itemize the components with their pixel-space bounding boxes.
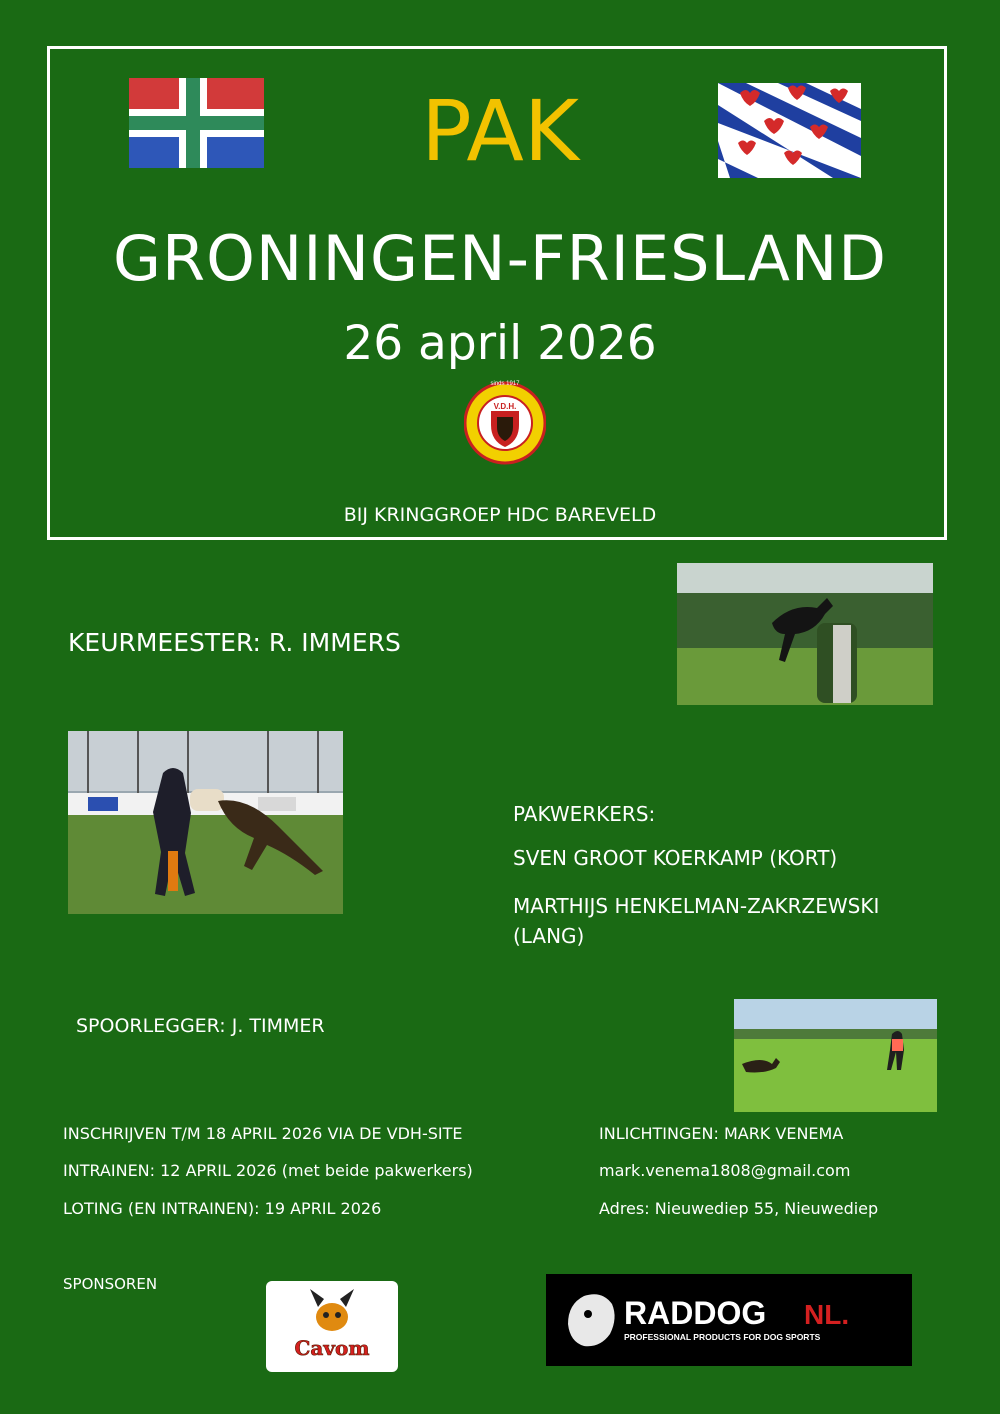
raddog-logo <box>546 1274 912 1366</box>
raddog-suffix: NL. <box>804 1299 850 1330</box>
sponsors-label: SPONSOREN <box>63 1275 158 1293</box>
tracklayer-label: SPOORLEGGER: J. TIMMER <box>76 1015 325 1037</box>
cavom-logo <box>266 1281 398 1372</box>
contact-address: Adres: Nieuwediep 55, Nieuwediep <box>599 1199 879 1218</box>
photo-tracking <box>734 999 937 1112</box>
raddog-tagline: PROFESSIONAL PRODUCTS FOR DOG SPORTS <box>624 1332 821 1342</box>
helper-1: SVEN GROOT KOERKAMP (KORT) <box>513 846 838 870</box>
helpers-heading: PAKWERKERS: <box>513 802 656 826</box>
vdh-initials: V.D.H. <box>493 402 517 411</box>
registration-line-3: LOTING (EN INTRAINEN): 19 APRIL 2026 <box>63 1199 382 1218</box>
registration-line-2: INTRAINEN: 12 APRIL 2026 (met beide pakwerkers) <box>63 1161 473 1180</box>
raddog-name: RADDOG <box>624 1295 767 1331</box>
venue-label: BIJ KRINGGROEP HDC BAREVELD <box>343 504 657 526</box>
registration-line-1: INSCHRIJVEN T/M 18 APRIL 2026 VIA DE VDH-SITE <box>63 1124 463 1143</box>
cavom-text: Cavom <box>294 1336 370 1360</box>
helper-2: MARTHIJS HENKELMAN-ZAKRZEWSKI (LANG) <box>513 894 880 948</box>
region-title: GRONINGEN-FRIESLAND <box>113 222 887 295</box>
vdh-since: sinds 1917 <box>490 381 520 387</box>
event-date: 26 april 2026 <box>343 316 657 371</box>
vdh-logo <box>464 375 546 465</box>
event-title: PAK <box>421 82 579 180</box>
photo-bitework <box>68 731 343 914</box>
contact-name: INLICHTINGEN: MARK VENEMA <box>599 1124 844 1143</box>
contact-email[interactable]: mark.venema1808@gmail.com <box>599 1161 851 1180</box>
photo-dog-hurdle <box>677 563 933 705</box>
judge-label: KEURMEESTER: R. IMMERS <box>68 628 401 657</box>
